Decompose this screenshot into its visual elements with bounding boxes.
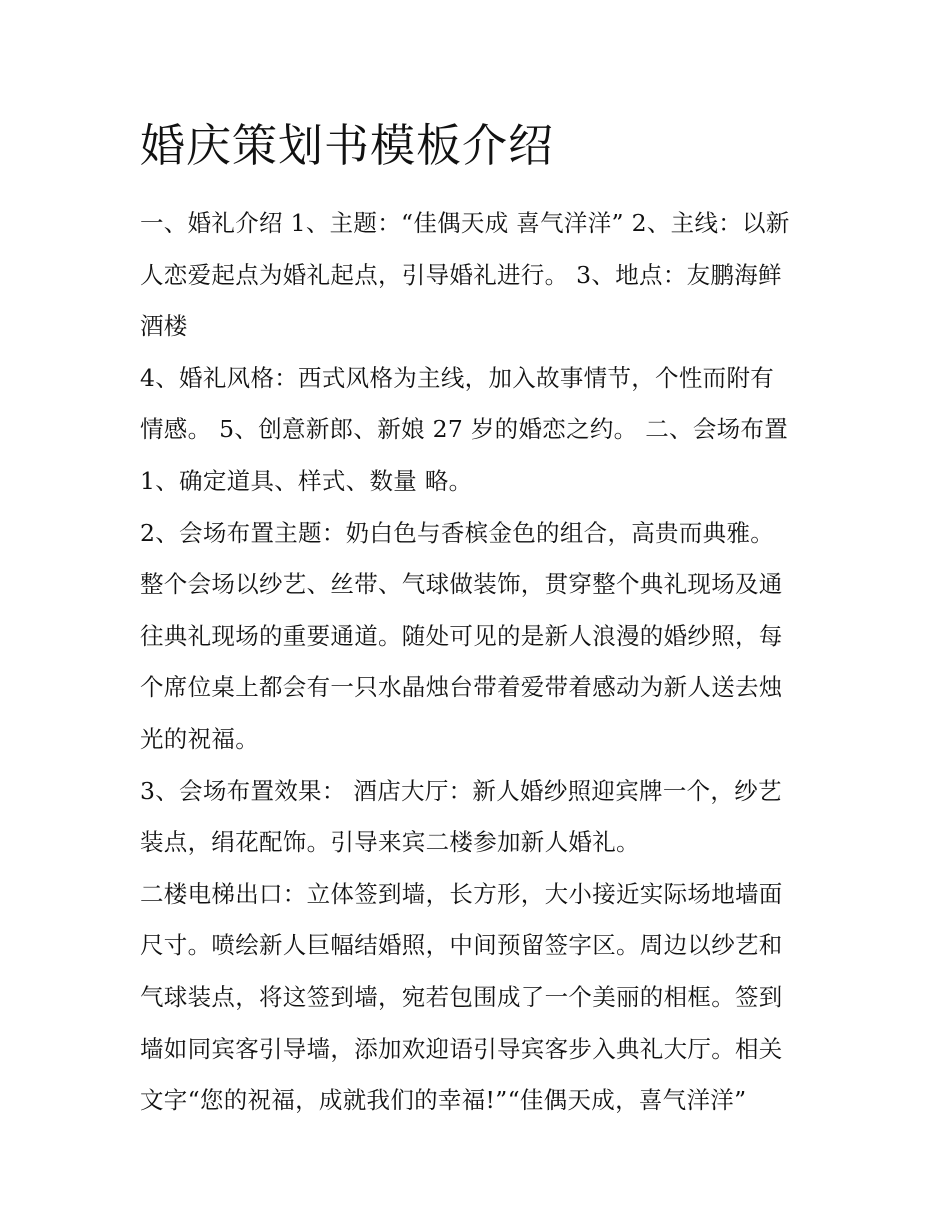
- document-body: [140, 198, 840, 1127]
- text-line: 尺寸。喷绘新人巨幅结婚照，中间预留签字区。周边以纱艺和: [140, 931, 783, 960]
- text-line: 2、会场布置主题：奶白色与香槟金色的组合，高贵而典雅。: [140, 518, 775, 547]
- text-line: 个席位桌上都会有一只水晶烛台带着爱带着感动为新人送去烛: [140, 673, 783, 702]
- text-line: 人恋爱起点为婚礼起点，引导婚礼进行。 3、地点：友鹏海鲜: [140, 260, 782, 289]
- text-line: 一、婚礼介绍 1、主题：“佳偶天成 喜气洋洋” 2、主线：以新: [140, 209, 790, 237]
- text-line: 情感。 5、创意新郎、新娘 27 岁的婚恋之约。 二、会场布置: [140, 415, 789, 444]
- text-line: 文字“您的祝福，成就我们的幸福!”“佳偶天成，喜气洋洋”: [140, 1086, 747, 1115]
- text-line: 整个会场以纱艺、丝带、气球做装饰，贯穿整个典礼现场及通: [140, 570, 783, 599]
- text-line: 3、会场布置效果： 酒店大厅：新人婚纱照迎宾牌一个，纱艺: [140, 776, 782, 805]
- text-line: 光的祝福。: [140, 724, 259, 753]
- document-title: 婚庆策划书模板介绍: [140, 119, 555, 172]
- text-line: 1、确定道具、样式、数量 略。: [140, 466, 473, 495]
- text-line: 墙如同宾客引导墙，添加欢迎语引导宾客步入典礼大厅。相关: [140, 1034, 783, 1063]
- text-line: 装点，绢花配饰。引导来宾二楼参加新人婚礼。: [140, 828, 640, 857]
- text-line: 二楼电梯出口：立体签到墙，长方形，大小接近实际场地墙面: [140, 879, 783, 908]
- text-line: 往典礼现场的重要通道。随处可见的是新人浪漫的婚纱照，每: [140, 621, 783, 650]
- text-line: 4、婚礼风格：西式风格为主线，加入故事情节，个性而附有: [140, 363, 775, 392]
- text-line: 气球装点，将这签到墙，宛若包围成了一个美丽的相框。签到: [140, 982, 783, 1011]
- text-line: 酒楼: [140, 312, 188, 341]
